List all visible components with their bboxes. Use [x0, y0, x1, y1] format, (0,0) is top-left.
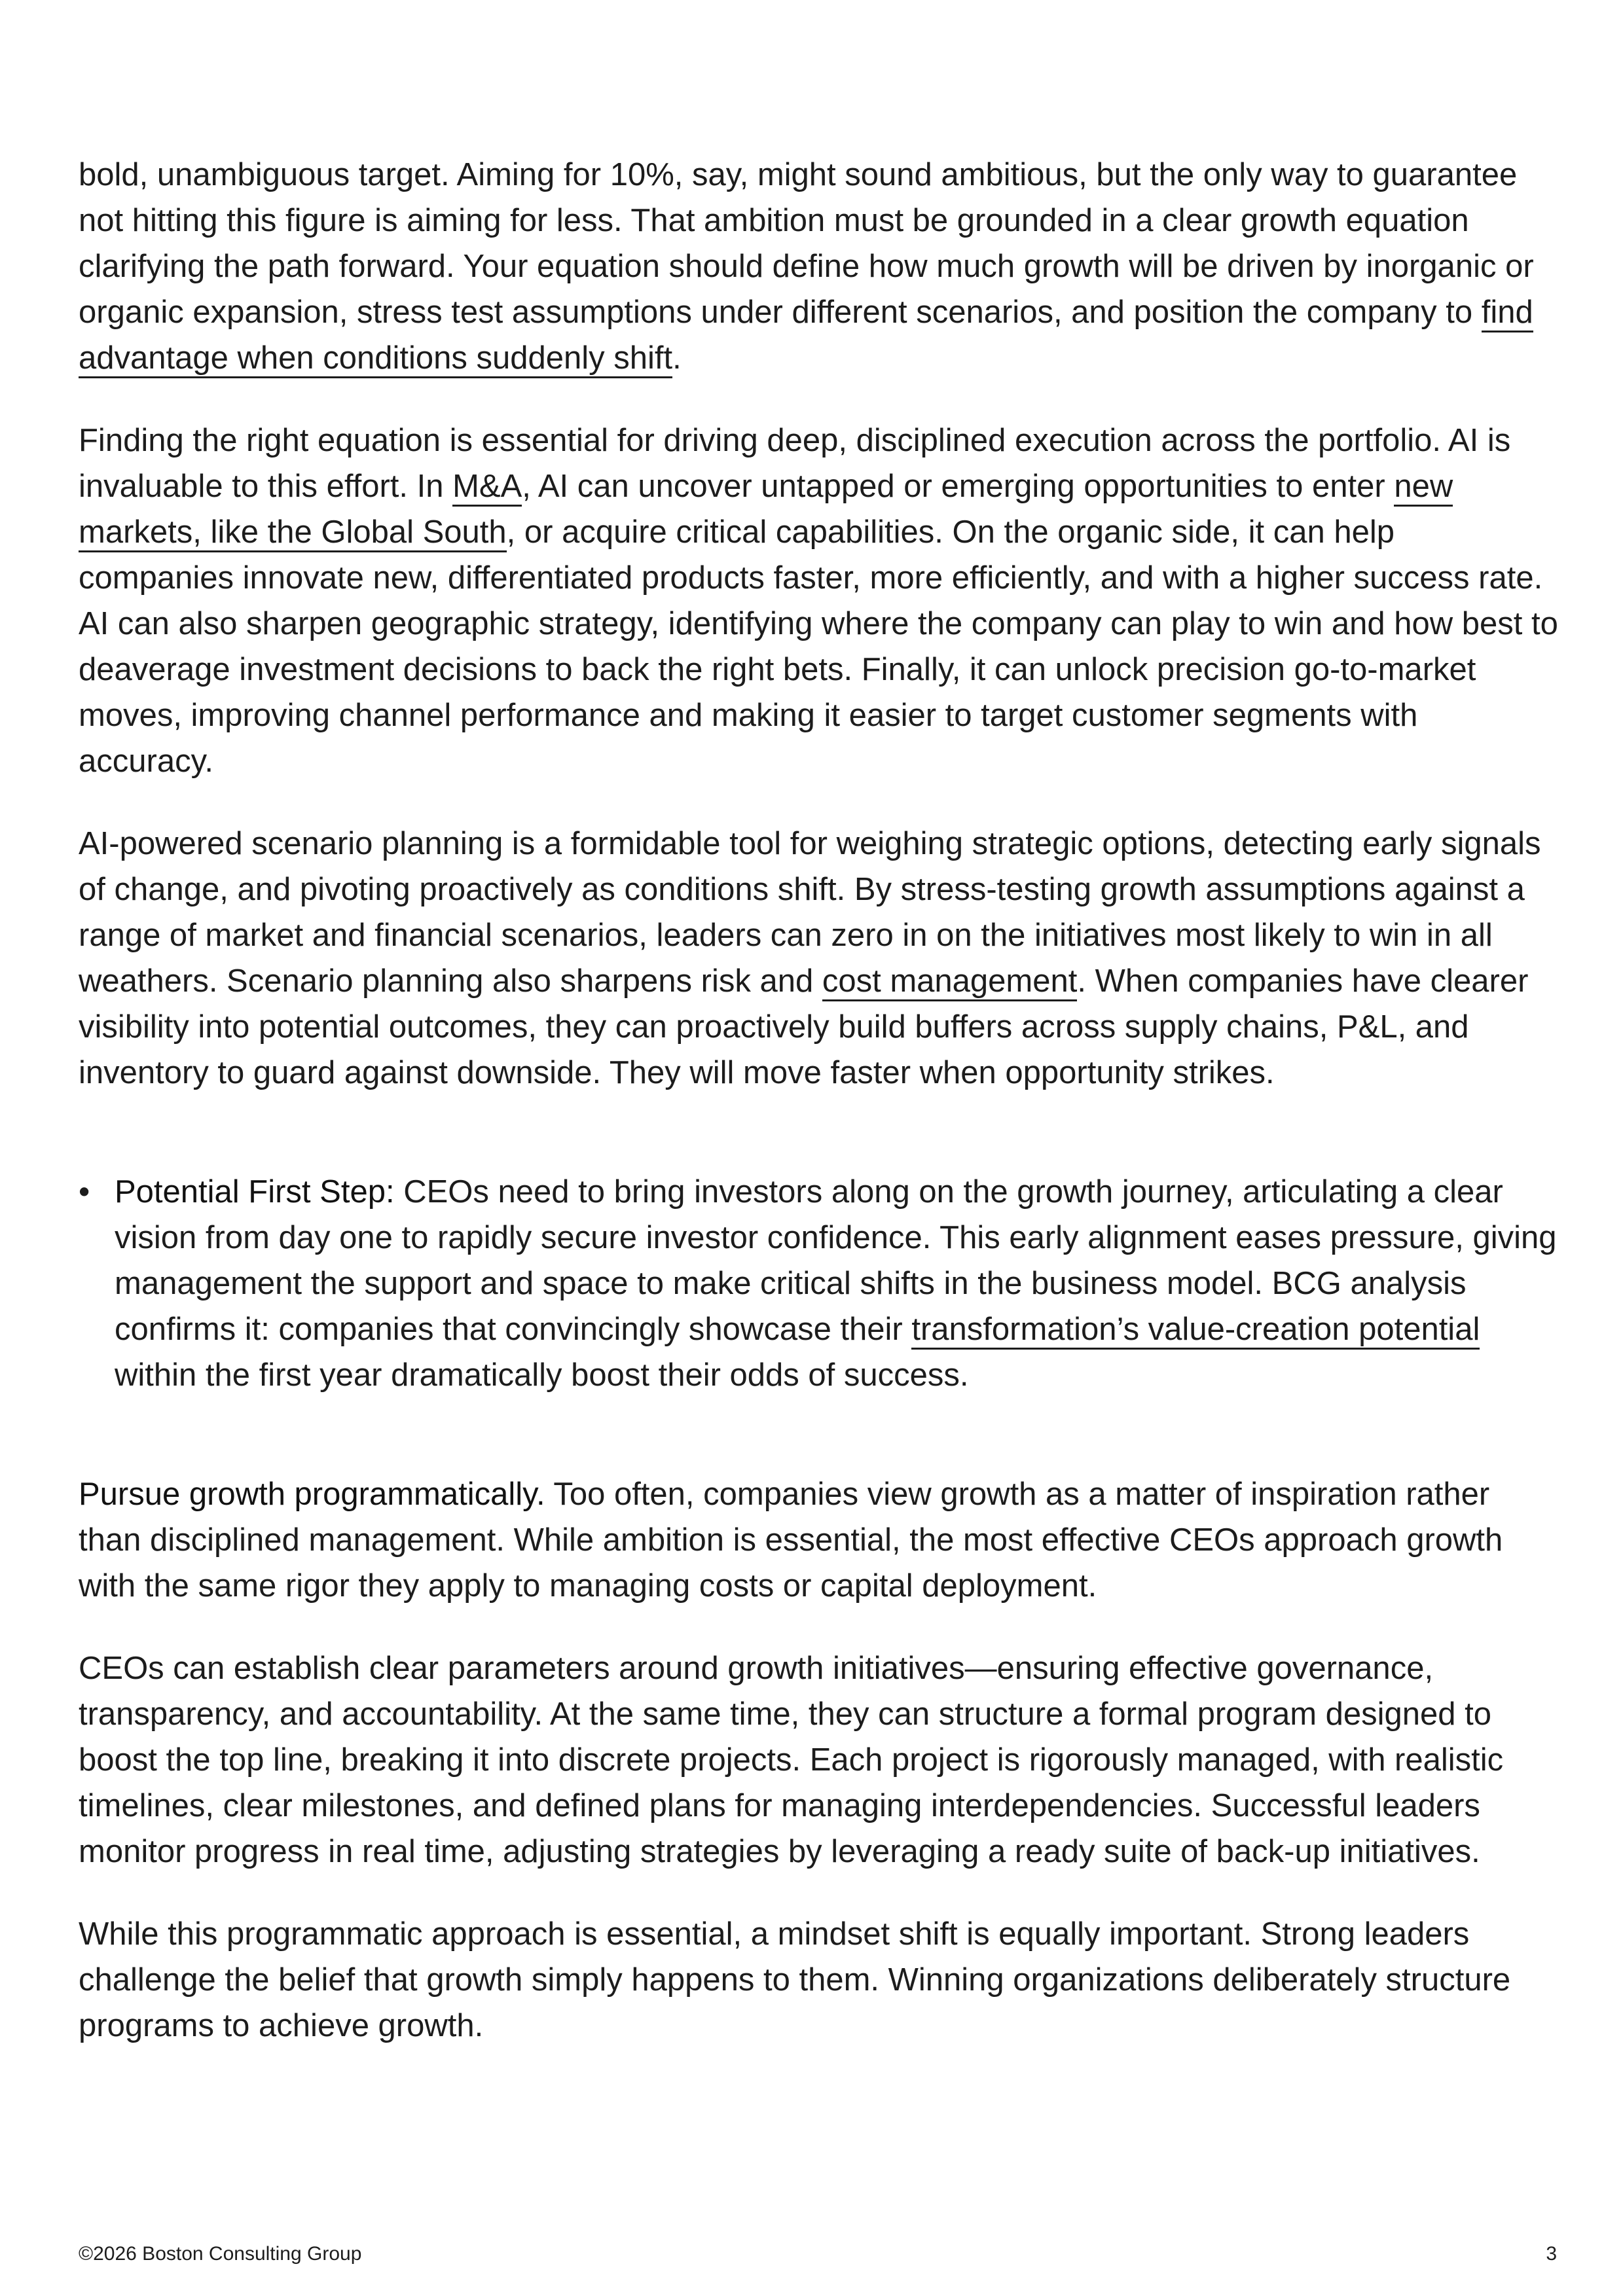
page-number: 3 [1546, 2243, 1557, 2265]
paragraph-mindset-shift: While this programmatic approach is essential, a mindset shift is equally important. Strong leaders challenge the belief that growth simply happens to them. Winning organizations deliberately structure programs to achieve growth. [79, 1916, 1511, 2043]
paragraph-growth-equation: bold, unambiguous target. Aiming for 10%, say, might sound ambitious, but the only way to guarantee not hitting this figure is aiming for less. That ambition must be grounded in a clear growth equation clarifying the path forward. Your equation should define how much growth will be driven by inorganic or organic expansion, stress test assumptions under different scenarios, and position the company to find advantage when conditions suddenly shift. [79, 152, 1558, 381]
bullet-marker: • [79, 1174, 90, 1210]
section-lead-pursue-growth: Pursue growth programmatically. [79, 1477, 545, 1512]
link-cost-management[interactable]: cost management [822, 963, 1078, 1001]
footer-copyright: ©2026 Boston Consulting Group [79, 2243, 362, 2265]
document-body [79, 152, 1558, 2085]
link-m-and-a[interactable]: M&A [452, 469, 522, 507]
list-item-first-step: • Potential First Step: CEOs need to bring investors along on the growth journey, articulating a clear vision from day one to rapidly secure investor confidence. This early alignment eases pressure, giving management the support and space to make critical shifts in the business model. BCG analysis confirms it: companies that convincingly showcase their transformation’s value-creation potential within the first year dramatically boost their odds of success. [79, 1169, 1558, 1398]
link-find-advantage[interactable]: find advantage when conditions suddenly shift [79, 295, 1533, 378]
link-new-markets-global-south[interactable]: new markets, like the Global South [79, 469, 1453, 552]
paragraph-pursue-growth: Pursue growth programmatically. Too often, companies view growth as a matter of inspiration rather than disciplined management. While ambition is essential, the most effective CEOs approach growth with the same rigor they apply to managing costs or capital deployment. [79, 1477, 1503, 1604]
first-step-list [79, 1169, 1558, 1398]
link-transformation-value-creation[interactable]: transformation’s value-creation potential [911, 1312, 1480, 1350]
first-step-lead: Potential First Step: [115, 1174, 395, 1210]
paragraph-scenario-planning: AI-powered scenario planning is a formidable tool for weighing strategic options, detecting early signals of change, and pivoting proactively as conditions shift. By stress-testing growth assumptions against a range of market and financial scenarios, leaders can zero in on the initiatives most likely to win in all weathers. Scenario planning also sharpens risk and cost management. When companies have clearer visibility into potential outcomes, they can proactively build buffers across supply chains, P&L, and inventory to guard against downside. They will move faster when opportunity strikes. [79, 826, 1541, 1090]
paragraph-ai-execution: Finding the right equation is essential for driving deep, disciplined execution across the portfolio. AI is invaluable to this effort. In M&A, AI can uncover untapped or emerging opportunities to enter new markets, like the Global South, or acquire critical capabilities. On the organic side, it can help companies innovate new, differentiated products faster, more efficiently, and with a higher success rate. AI can also sharpen geographic strategy, identifying where the company can play to win and how best to deaverage investment decisions to back the right bets. Finally, it can unlock precision go-to-market moves, improving channel performance and making it easier to target customer segments with accuracy. [79, 423, 1558, 779]
page-footer [79, 2241, 1557, 2267]
paragraph-growth-parameters: CEOs can establish clear parameters around growth initiatives—ensuring effective governance, transparency, and accountability. At the same time, they can structure a formal program designed to boost the top line, breaking it into discrete projects. Each project is rigorously managed, with realistic timelines, clear milestones, and defined plans for managing interdependencies. Successful leaders monitor progress in real time, adjusting strategies by leveraging a ready suite of back-up initiatives. [79, 1651, 1504, 1869]
